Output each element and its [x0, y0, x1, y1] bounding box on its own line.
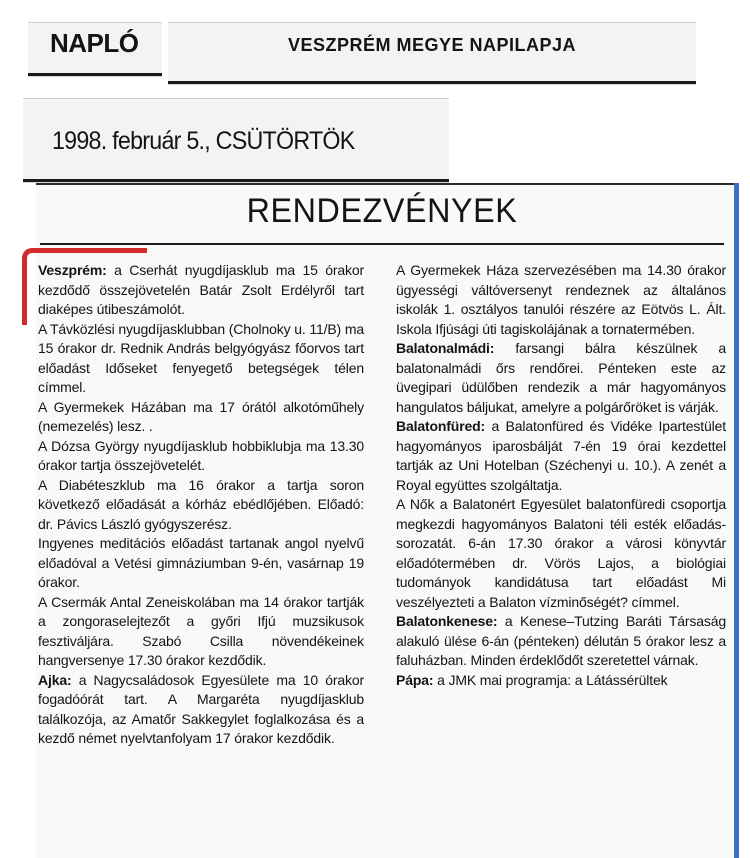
place-name: Balatonalmádi: — [396, 340, 495, 356]
left-column — [38, 261, 364, 749]
event-text: farsangi bálra készülnek a balatonalmádi őrs rendőrei. Pénteken este az üvegipari üdülőben rendezik a már hagyományos hangulatos báljukat, amelyre a polgárőröket is várják. — [396, 340, 726, 415]
event-paragraph — [396, 261, 726, 339]
event-text: a Nagycsaládosok Egyesülete ma 10 órakor fogadóórát tart. A Margaréta nyugdíjasklub találkozója, az Amatőr Sakkegylet foglalkozása és a kezdő német nyelvtanfolyam 17 órakor kezdődik. — [38, 671, 364, 746]
event-text: a Kenese–Tutzing Baráti Társaság alakuló ülése 6-án (pénteken) délután 5 órakor lesz a faluházban. Minden érdeklődőt szeretettel várnak. — [396, 613, 726, 668]
event-text: Ingyenes meditációs előadást tartanak angol nyelvű előadóval a Vetési gimnáziumban 9-én, vasárnap 19 órakor. — [38, 535, 364, 590]
event-text: A Dózsa György nyugdíjasklub hobbiklubja ma 13.30 órakor tartja összejövetelét. — [38, 437, 364, 473]
event-paragraph — [396, 339, 726, 417]
place-name: Ajka: — [38, 671, 72, 688]
event-paragraph — [396, 495, 726, 612]
event-paragraph — [38, 437, 364, 476]
event-text: A Gyermekek Háza szervezésében ma 14.30 órakor ügyességi váltóversenyt rendeznek az általános iskolák 1. osztályos tanulói részére az Eötvös L. Ált. Iskola Ifjúsági úti tagiskolájának a tornatermében. — [396, 262, 726, 337]
event-text: A Távközlési nyugdíjasklubban (Cholnoky u. 11/B) ma 15 órakor dr. Rednik András belgyógyász főorvos tart előadást Időseket fenyegető betegségek télen címmel. — [38, 320, 364, 395]
event-text: a JMK mai programja: a Látássérültek — [433, 671, 668, 688]
event-paragraph — [38, 476, 364, 535]
event-paragraph — [38, 261, 364, 320]
clipping-top-rule — [36, 183, 736, 185]
event-text: A Nők a Balatonért Egyesület balatonfüredi csoportja megkezdi hagyományos Balatoni téli esték előadás-sorozatát. 6-án 17.30 órakor a városi könyvtár előadótermében dr. Vörös Lajos, a biológiai tudományok kandidátusa tart előadást Mi veszélyezteti a Balaton vízminőségét? címmel. — [396, 496, 726, 610]
paper-name: NAPLÓ — [50, 28, 139, 58]
paper-subtitle: VESZPRÉM MEGYE NAPILAPJA — [287, 35, 577, 55]
event-paragraph — [38, 593, 364, 671]
place-name: Pápa: — [396, 671, 434, 688]
event-paragraph — [38, 398, 364, 437]
blue-edge-strip — [734, 183, 739, 858]
event-paragraph — [38, 320, 364, 398]
event-text: A Diabéteszklub ma 16 órakor a tartja soron következő előadását a kórház ebédlőjében. Előadó: dr. Pávics László gyógyszerész. — [38, 476, 364, 532]
issue-date: 1998. február 5., CSÜTÖRTÖK — [52, 127, 355, 155]
right-column — [396, 261, 726, 690]
section-title-rule — [40, 243, 724, 245]
place-name: Balatonkenese: — [396, 613, 498, 629]
event-paragraph — [38, 534, 364, 593]
event-paragraph — [396, 417, 726, 495]
place-name: Balatonfüred: — [396, 418, 486, 434]
event-paragraph — [396, 612, 726, 671]
event-paragraph — [396, 671, 726, 691]
event-text: A Csermák Antal Zeneiskolában ma 14 órakor tartják a zongoraselejtezőt a győri Ifjú muzsikusok fesztiváljára. Szabó Csilla növendékeinek hangversenye 17.30 órakor kezdődik. — [38, 593, 364, 668]
section-title: RENDEZVÉNYEK — [246, 192, 518, 230]
event-text: A Gyermekek Házában ma 17 órától alkotóműhely (nemezelés) lesz. . — [38, 398, 364, 434]
event-paragraph — [38, 671, 364, 749]
event-text: a Balatonfüred és Vidéke Ipartestület hagyományos iparosbálját 7-én 19 órai kezdettel tartják az Uni Hotelban (Széchenyi u. 10.). A zenét a Royal együttes szolgáltatja. — [396, 418, 726, 493]
place-name: Veszprém: — [38, 262, 107, 278]
event-text: a Cserhát nyugdíjasklub ma 15 órakor kezdődő összejövetelén Batár Zsolt Erdélyről tart diaképes útibeszámolót. — [38, 262, 364, 317]
